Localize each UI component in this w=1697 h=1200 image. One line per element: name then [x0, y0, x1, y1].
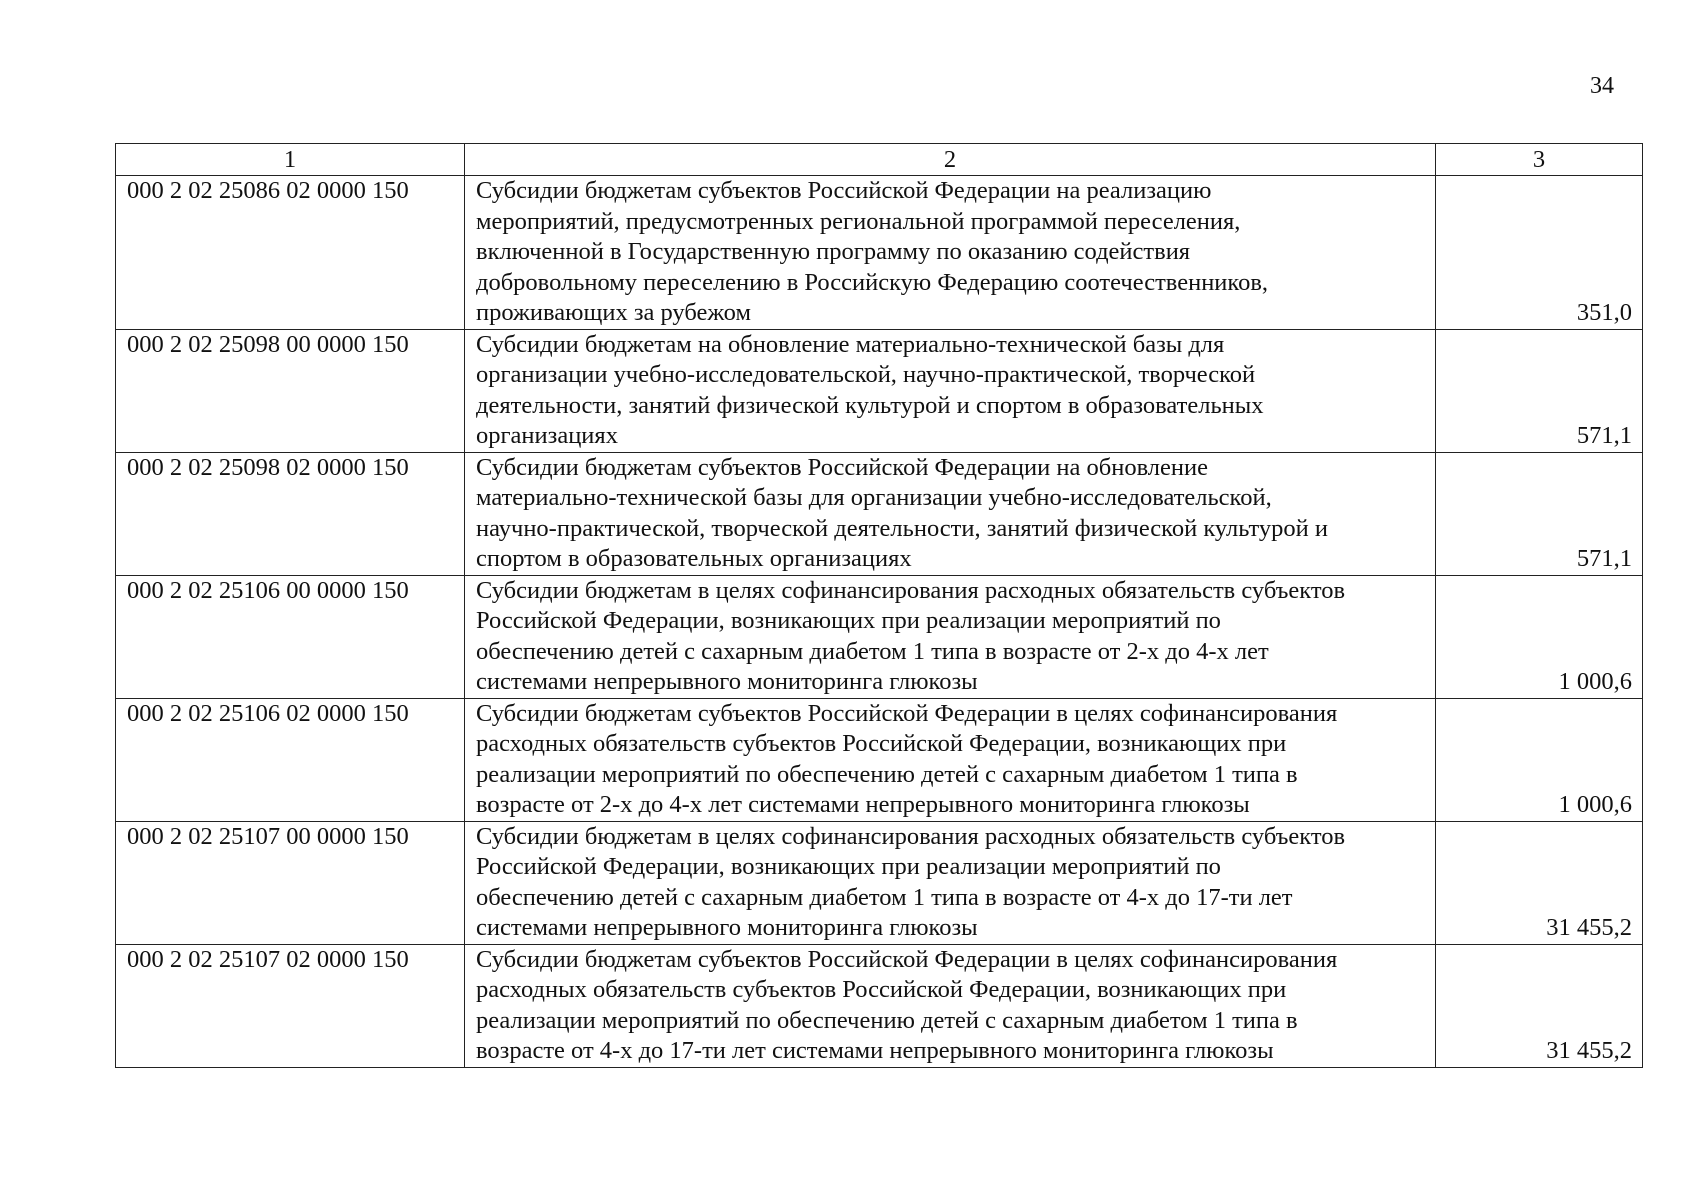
description-line: Российской Федерации, возникающих при реализации мероприятий по	[476, 853, 1221, 880]
amount-cell: 1 000,6	[1436, 698, 1643, 821]
description-line: проживающих за рубежом	[476, 299, 751, 326]
description-line: реализации мероприятий по обеспечению детей с сахарным диабетом 1 типа в	[476, 760, 1298, 788]
budget-code-cell: 000 2 02 25086 02 0000 150	[116, 176, 465, 330]
table-row	[116, 698, 1643, 821]
column-header-2: 2	[465, 144, 1436, 176]
budget-code-cell: 000 2 02 25106 02 0000 150	[116, 698, 465, 821]
budget-code-cell: 000 2 02 25098 00 0000 150	[116, 329, 465, 452]
description-line: Субсидии бюджетам в целях софинансирования расходных обязательств субъектов	[476, 576, 1346, 604]
description-line: возрасте от 4-х до 17-ти лет системами непрерывного мониторинга глюкозы	[476, 1037, 1274, 1064]
amount-cell: 1 000,6	[1436, 575, 1643, 698]
description-line: системами непрерывного мониторинга глюкозы	[476, 914, 978, 941]
description-cell	[465, 944, 1436, 1067]
budget-table	[115, 143, 1643, 1068]
description-cell	[465, 698, 1436, 821]
description-cell	[465, 176, 1436, 330]
table-row	[116, 329, 1643, 452]
amount-cell: 31 455,2	[1436, 821, 1643, 944]
table-row	[116, 944, 1643, 1067]
description-line: расходных обязательств субъектов Российской Федерации, возникающих при	[476, 730, 1287, 757]
table-header	[116, 144, 1643, 176]
page-number: 34	[1590, 73, 1614, 99]
budget-code-cell: 000 2 02 25107 00 0000 150	[116, 821, 465, 944]
description-line: Субсидии бюджетам субъектов Российской Федерации в целях софинансирования	[476, 699, 1338, 727]
description-cell	[465, 329, 1436, 452]
description-line: спортом в образовательных организациях	[476, 545, 912, 572]
budget-code-cell: 000 2 02 25107 02 0000 150	[116, 944, 465, 1067]
amount-cell: 351,0	[1436, 176, 1643, 330]
table-row	[116, 176, 1643, 330]
header-row	[116, 144, 1643, 176]
description-line: Российской Федерации, возникающих при реализации мероприятий по	[476, 607, 1221, 634]
table-body	[116, 176, 1643, 1068]
amount-cell: 571,1	[1436, 452, 1643, 575]
description-line: возрасте от 2-х до 4-х лет системами непрерывного мониторинга глюкозы	[476, 791, 1250, 818]
description-line: добровольному переселению в Российскую Федерацию соотечественников,	[476, 268, 1269, 296]
description-cell	[465, 821, 1436, 944]
description-cell	[465, 452, 1436, 575]
description-cell	[465, 575, 1436, 698]
table-row	[116, 452, 1643, 575]
description-line: организациях	[476, 422, 618, 449]
description-line: обеспечению детей с сахарным диабетом 1 типа в возрасте от 4-х до 17-ти лет	[476, 883, 1293, 911]
description-line: мероприятий, предусмотренных региональной программой переселения,	[476, 207, 1241, 235]
description-line: Субсидии бюджетам субъектов Российской Федерации на реализацию	[476, 177, 1212, 204]
description-line: Субсидии бюджетам на обновление материально-технической базы для	[476, 330, 1225, 358]
description-line: системами непрерывного мониторинга глюкозы	[476, 668, 978, 695]
description-line: Субсидии бюджетам субъектов Российской Федерации на обновление	[476, 453, 1209, 481]
budget-code-cell: 000 2 02 25106 00 0000 150	[116, 575, 465, 698]
description-line: включенной в Государственную программу по оказанию содействия	[476, 238, 1191, 265]
description-line: реализации мероприятий по обеспечению детей с сахарным диабетом 1 типа в	[476, 1006, 1298, 1034]
column-header-3: 3	[1436, 144, 1643, 176]
description-line: материально-технической базы для организации учебно-исследовательской,	[476, 484, 1272, 511]
amount-cell: 571,1	[1436, 329, 1643, 452]
description-line: деятельности, занятий физической культурой и спортом в образовательных	[476, 391, 1264, 419]
budget-code-cell: 000 2 02 25098 02 0000 150	[116, 452, 465, 575]
description-line: расходных обязательств субъектов Российской Федерации, возникающих при	[476, 976, 1287, 1003]
column-header-1: 1	[116, 144, 465, 176]
description-line: Субсидии бюджетам в целях софинансирования расходных обязательств субъектов	[476, 822, 1346, 850]
description-line: обеспечению детей с сахарным диабетом 1 типа в возрасте от 2-х до 4-х лет	[476, 637, 1269, 665]
description-line: организации учебно-исследовательской, научно-практической, творческой	[476, 361, 1256, 388]
table-row	[116, 575, 1643, 698]
description-line: Субсидии бюджетам субъектов Российской Федерации в целях софинансирования	[476, 945, 1338, 973]
table-row	[116, 821, 1643, 944]
amount-cell: 31 455,2	[1436, 944, 1643, 1067]
description-line: научно-практической, творческой деятельности, занятий физической культурой и	[476, 514, 1329, 542]
